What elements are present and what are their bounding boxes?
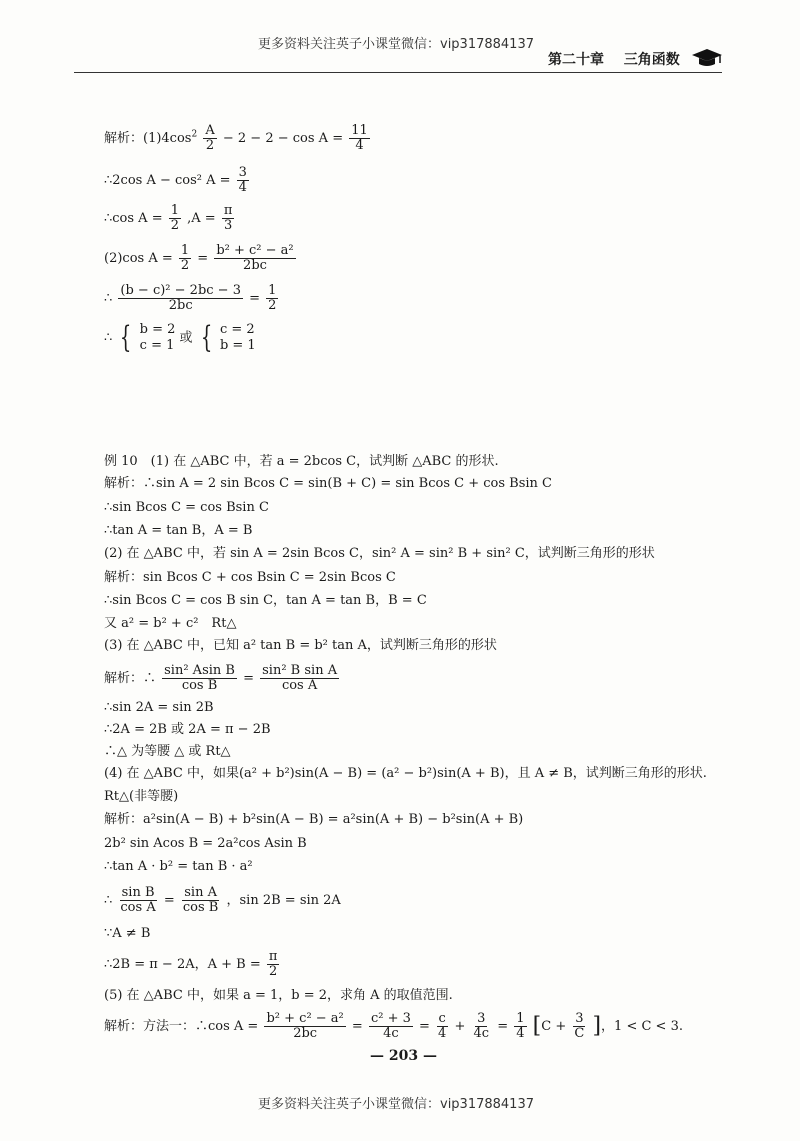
example-line: ∴tan A = tan B，A = B	[104, 523, 253, 538]
example-line: ∴sin Bcos C = cos Bsin C	[104, 500, 269, 515]
example-10-part-1: 例 10 (1) 在 △ABC 中，若 a = 2bcos C，试判断 △ABC 的形状.	[104, 454, 499, 469]
solution-line-5: ∴ $\frac{\text{(b − c)² − 2bc − 3}}{2bc}$ = $\frac{1}{2}$	[104, 283, 277, 313]
example-10-part-3: (3) 在 △ABC 中，已知 a² tan B = b² tan A，试判断三角形的形状	[104, 638, 497, 653]
graduation-cap-icon	[690, 46, 724, 68]
example-line: 解析：∴ $\frac{\text{sin² Asin B}}{\text{cos B}}$ = $\frac{\text{sin² B sin A}}{\text{cos A}}$	[104, 663, 338, 693]
example-line: ∴tan A · b² = tan B · a²	[104, 859, 253, 874]
example-line: ∵A ≠ B	[104, 926, 151, 941]
example-line: ∴sin Bcos C = cos B sin C，tan A = tan B，B = C	[104, 593, 427, 608]
example-line: ∴ $\frac{\text{sin B}}{\text{cos A}}$ = $\frac{\text{sin A}}{\text{cos B}}$ ，sin 2B = sin 2A	[104, 885, 341, 915]
example-line: 解析：a²sin(A − B) + b²sin(A − B) = a²sin(A + B) − b²sin(A + B)	[104, 812, 524, 827]
chapter-title: 三角函数	[623, 52, 680, 68]
example-10-part-4: (4) 在 △ABC 中，如果(a² + b²)sin(A − B) = (a² − b²)sin(A + B)，且 A ≠ B，试判断三角形的形状.	[104, 766, 707, 781]
chapter-header	[548, 49, 680, 69]
solution-line-1: 解析：$(1)4\cos^2$ $\frac{A}{2}$ − 2 − 2 − cos A = $\frac{11}{4}$	[104, 123, 368, 153]
solution-line-4: (2)cos A = $\frac{1}{2}$ = $\frac{\text{b² + c² − a²}}{2bc}$	[104, 243, 294, 273]
chapter-number: 第二十章	[548, 52, 604, 68]
example-line: 解析：sin Bcos C + cos Bsin C = 2sin Bcos C	[104, 570, 396, 585]
example-line: 解析：∴sin A = 2 sin Bcos C = sin(B + C) = sin Bcos C + cos Bsin C	[104, 476, 552, 491]
page-number: — 203 —	[370, 1048, 437, 1064]
example-line: ∴2B = π − 2A，A + B = $\frac{\pi}{2}$	[104, 949, 278, 979]
solution-line-6: ∴ { b = 2 c = 1 或 { c = 2 b = 1	[104, 320, 256, 355]
solution-line-2: ∴2cos A − cos² A = $\frac{3}{4}$	[104, 165, 247, 195]
solution-line-3: ∴cos A = $\frac{1}{2}$ ,A = $\frac{\pi}{3}$	[104, 203, 233, 233]
example-line: Rt△(非等腰)	[104, 789, 179, 804]
example-10-part-2: (2) 在 △ABC 中，若 sin A = 2sin Bcos C，sin² A = sin² B + sin² C，试判断三角形的形状	[104, 546, 655, 561]
example-line: 又 a² = b² + c² Rt△	[104, 616, 237, 631]
example-line: ∴2A = 2B 或 2A = π − 2B	[104, 722, 271, 737]
header-rule	[74, 72, 722, 73]
example-line: ∴△ 为等腰 △ 或 Rt△	[104, 744, 231, 759]
example-10-part-5: (5) 在 △ABC 中，如果 a = 1，b = 2，求角 A 的取值范围.	[104, 988, 453, 1003]
watermark-top: 更多资料关注英子小课堂微信：vip317884137	[258, 37, 534, 52]
watermark-bottom: 更多资料关注英子小课堂微信：vip317884137	[258, 1097, 534, 1112]
example-line: ∴sin 2A = sin 2B	[104, 700, 214, 715]
example-line: 解析：方法一：∴cos A = $\frac{\text{b² + c² − a²}}{2bc}$ = $\frac{\text{c² + 3}}{4c}$ = $\frac{c}{4}$ + $\frac{3}{4c}$ = $\frac{1}{4}$ [C + $\frac{3}{C}$ ]，1 < C < 3.	[104, 1011, 683, 1041]
example-line: 2b² sin Acos B = 2a²cos Asin B	[104, 836, 307, 851]
